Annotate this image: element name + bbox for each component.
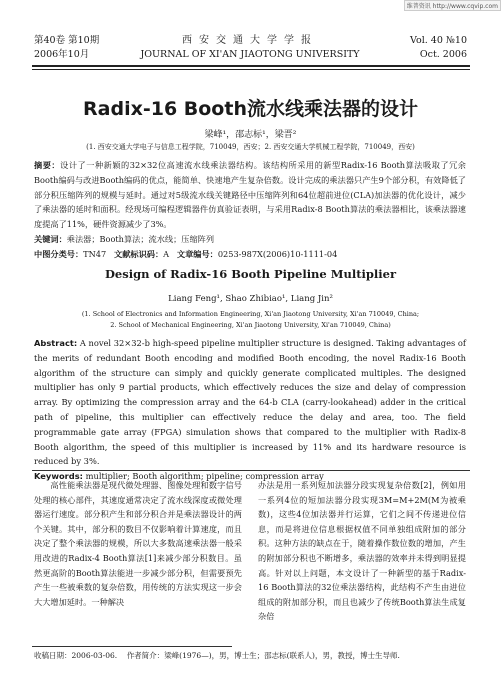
paper-title-en: Design of Radix-16 Booth Pipeline Multiplier bbox=[104, 267, 397, 281]
author-bio-label: 作者简介： bbox=[126, 651, 165, 660]
keywords-en-label: Keywords: bbox=[34, 471, 83, 482]
affiliation-en bbox=[0, 309, 501, 331]
body-paragraph-left: 高性能乘法器是现代微处理器、图像处理和数字信号处理的核心部件，其速度通常决定了流水线深度或微处理器运行速度。部分积产生和部分积合并是乘法器设计的两个关键。其中，部分积的数目不仅影响着计算速度，而且决定了整个乘法器的规模，所以大多数高速乘法器一般采用改进的Radix-4 Booth算法[1]来减少部分积数目。虽然更高阶的Booth算法能进一步减少部分积，但需要预先产生一些被乘数的复杂倍数，用传统的方法实现这一步会大大增加延时。一种解决 bbox=[34, 480, 242, 607]
abstract-cn bbox=[34, 158, 466, 262]
doc-code-value: A bbox=[163, 248, 170, 259]
article-no-label: 文章编号： bbox=[176, 248, 218, 259]
abstract-en-text: A novel 32×32-b high-speed pipeline multiplier structure is designed. Taking advantages of the merits of redundant Booth encoding and modified Booth encoding, the novel Radix-16 Booth algorithm of the structure can simply and quickly generate complicated multiples. The designed multiplier has only 9 partial products, which effectively reduces the size and delay of compression array. By optimizing the compression array and the 64-b CLA (carry-lookahead) adder in the critical path of pipeline, this multiplier can effectively reduce the delay and area, too. The field programmable gate array (FPGA) simulation shows that compared to the multiplier with Radix-8 Booth algorithm, the speed of this multiplier is increased by 11% and its hardware resource is reduced by 3%. bbox=[34, 338, 467, 467]
keywords-cn-text: 乘法器；Booth算法；流水线；压缩阵列 bbox=[66, 233, 215, 244]
affiliation-en-1: (1. School of Electronics and Information Engineering, Xi'an Jiaotong University, Xi'an 710049, China; bbox=[81, 310, 420, 318]
received-date: 2006-03-06. bbox=[71, 651, 118, 660]
journal-name-en: JOURNAL OF XI'AN JIAOTONG UNIVERSITY bbox=[140, 49, 360, 60]
date-en: Oct. 2006 bbox=[419, 49, 467, 60]
issue-info-cn bbox=[34, 34, 99, 62]
doc-code-label: 文献标识码： bbox=[114, 248, 164, 259]
section-separator bbox=[32, 470, 470, 471]
journal-name-cn: 西安交通大学学报 bbox=[182, 35, 318, 46]
abstract-cn-label: 摘要： bbox=[34, 160, 61, 170]
keywords-cn bbox=[34, 232, 466, 247]
author-bio: 梁峰(1976—)，男，博士生；邵志标(联系人)，男，教授，博士生导师. bbox=[164, 651, 400, 660]
classification-line bbox=[34, 247, 466, 262]
clc-label: 中图分类号： bbox=[34, 248, 84, 259]
body-column-left bbox=[34, 478, 242, 609]
journal-name bbox=[130, 34, 370, 62]
abstract-en bbox=[34, 336, 466, 484]
affiliation-en-2: 2. School of Mechanical Engineering, Xi'an Jiaotong University, Xi'an 710049, China) bbox=[110, 321, 391, 329]
received-label: 收稿日期： bbox=[34, 651, 72, 660]
abstract-en-label: Abstract: bbox=[34, 338, 78, 348]
article-no-value: 0253-987X(2006)10-1111-04 bbox=[217, 248, 338, 259]
header-rule-thick bbox=[32, 65, 470, 67]
footnote-rule bbox=[32, 646, 232, 647]
volume-cn: 第40卷 第10期 bbox=[34, 35, 100, 46]
footnote bbox=[34, 650, 474, 661]
paper-title-cn: Radix-16 Booth流水线乘法器的设计 bbox=[83, 98, 418, 120]
authors-en: Liang Feng¹, Shao Zhibiao¹, Liang Jin² bbox=[168, 294, 333, 304]
header-rule-thin bbox=[32, 69, 470, 70]
abstract-en-body bbox=[34, 336, 466, 469]
keywords-en-text: multiplier; Booth algorithm; pipeline; compression array bbox=[85, 471, 324, 482]
affiliation-cn: (1. 西安交通大学电子与信息工程学院，710049，西安；2. 西安交通大学机械工程学院，710049，西安) bbox=[86, 143, 415, 151]
body-paragraph-right: 办法是用一系列短加法器分段实现复杂倍数[2]，例如用一系列4位的短加法器分段实现3M=M+2M(M为被乘数)，这些4位加法器并行运算，它们之间不传递进位信息，而是将进位信息根据权值不同单独组成附加的部分积。这种方法的缺点在于，随着操作数位数的增加，产生的附加部分积也不断增多，乘法器的效率并未得到明显提高。针对以上问题，本文设计了一种新型的基于Radix-16 Booth算法的32位乘法器结构，此结构不产生由进位组成的附加部分积，而且也减少了传统Booth算法生成复杂倍 bbox=[258, 480, 466, 622]
abstract-cn-body bbox=[34, 158, 466, 232]
keywords-cn-label: 关键词： bbox=[34, 233, 67, 244]
volume-en: Vol. 40 №10 bbox=[410, 35, 467, 46]
clc-value: TN47 bbox=[83, 248, 107, 259]
date-cn: 2006年10月 bbox=[34, 49, 90, 60]
abstract-cn-text: 设计了一种新颖的32×32位高速流水线乘法器结构。该结构所采用的新型Radix-16 Booth算法吸取了冗余Booth编码与改进Booth编码的优点，能简单、快速地产生复杂倍数。设计完成的乘法器只产生9个部分积，有效降低了部分积压缩阵列的规模与延时。通过对5级流水线关键路径中压缩阵列和64位超前进位(CLA)加法器的优化设计，减少了乘法器的延时和面积。经现场可编程逻辑器件仿真验证表明，与采用Radix-8 Booth算法的乘法器相比，该乘法器速度提高了11%，硬件资源减少了3%。 bbox=[34, 160, 466, 230]
watermark: 维普资讯 http://www.cqvip.com bbox=[404, 0, 501, 11]
issue-info-en bbox=[347, 34, 467, 62]
authors-cn: 梁峰¹，邵志标¹，梁晋² bbox=[204, 130, 297, 140]
body-column-right bbox=[258, 478, 466, 624]
